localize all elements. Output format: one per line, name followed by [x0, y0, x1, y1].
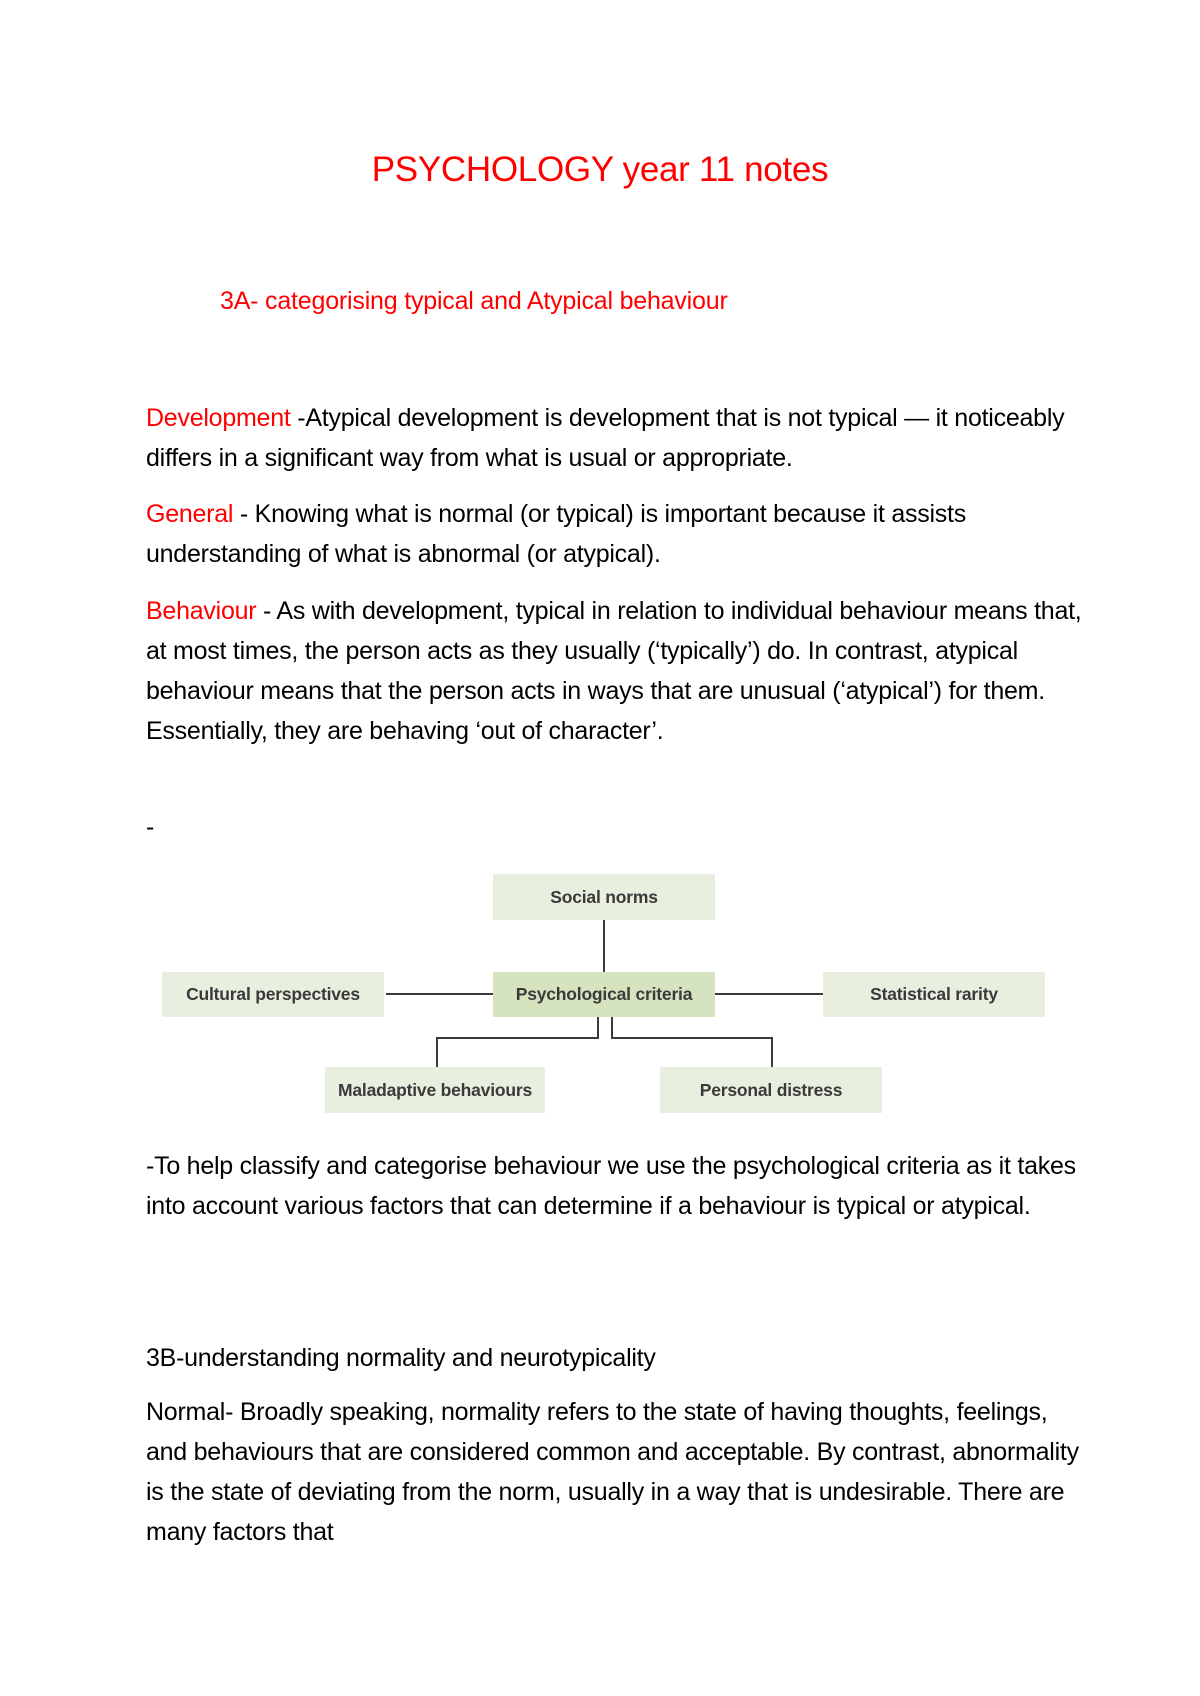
term-behaviour: Behaviour [146, 597, 257, 625]
psychological-criteria-diagram [0, 840, 1200, 1130]
connector-bottom-right-drop [611, 1016, 613, 1039]
connector-right-line [715, 993, 823, 995]
connector-bottom-left-horizontal [436, 1037, 599, 1039]
definition-behaviour: - As with development, typical in relation to individual behaviour means that, at most times, the person acts as they usually (‘typically’) do. In contrast, atypical behaviour means that the person acts in ways that are unusual (‘atypical’) for them. Essentially, they are behaving ‘out of character’. [146, 597, 1082, 745]
list-dash: - [146, 813, 155, 841]
paragraph-criteria-note: -To help classify and categorise behaviour we use the psychological criteria as it takes into account various factors that can determine if a behaviour is typical or atypical. [146, 1152, 1076, 1220]
paragraph-normal: Normal- Broadly speaking, normality refers to the state of having thoughts, feelings, and behaviours that are considered common and acceptable. By contrast, abnormality is the state of deviating from the norm, usually in a way that is undesirable. There are many factors that [146, 1398, 1079, 1546]
connector-bottom-right-horizontal [611, 1037, 773, 1039]
section-3a-heading: 3A- categorising typical and Atypical behaviour [220, 287, 728, 315]
section-3b-heading: 3B-understanding normality and neurotypicality [146, 1344, 656, 1372]
paragraph-development [146, 398, 1086, 478]
definition-development: -Atypical development is development that is not typical — it noticeably differs in a significant way from what is usual or appropriate. [146, 404, 1065, 472]
connector-bottom-left-drop [597, 1016, 599, 1039]
paragraph-behaviour [146, 591, 1086, 751]
node-statistical-rarity: Statistical rarity [823, 972, 1045, 1017]
paragraph-general [146, 494, 1086, 574]
connector-bottom-left-riser [436, 1037, 438, 1067]
node-social-norms: Social norms [493, 874, 715, 920]
node-cultural-perspectives: Cultural perspectives [162, 972, 384, 1017]
connector-bottom-right-riser [771, 1037, 773, 1067]
page-title: PSYCHOLOGY year 11 notes [371, 150, 829, 189]
node-psychological-criteria: Psychological criteria [493, 972, 715, 1017]
node-personal-distress: Personal distress [660, 1067, 882, 1113]
term-general: General [146, 500, 234, 528]
term-development: Development [146, 404, 291, 432]
connector-top-line [603, 920, 605, 974]
definition-general: - Knowing what is normal (or typical) is important because it assists understanding of what is abnormal (or atypical). [146, 500, 966, 568]
connector-left-line [386, 993, 494, 995]
node-maladaptive-behaviours: Maladaptive behaviours [325, 1067, 545, 1113]
